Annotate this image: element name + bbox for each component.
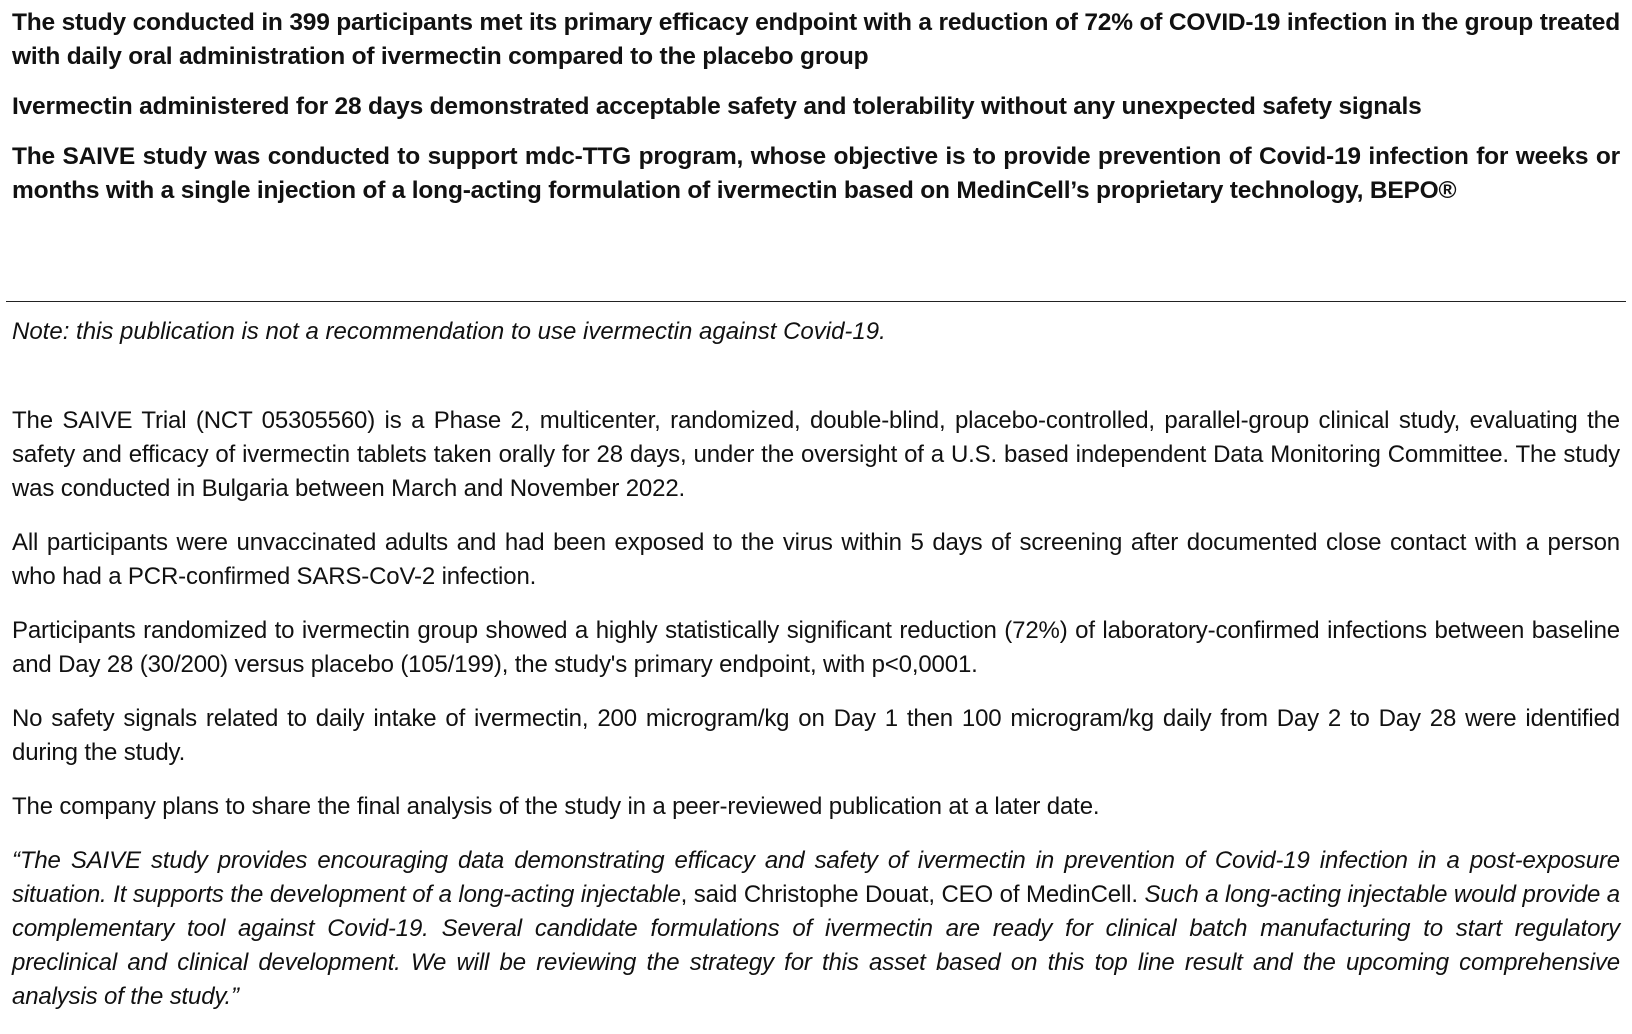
- disclaimer-note: Note: this publication is not a recommendation to use ivermectin against Covid-19.: [12, 318, 886, 345]
- paragraph-safety: No safety signals related to daily intake of ivermectin, 200 microgram/kg on Day 1 then 100 microgram/kg daily from Day 2 to Day 28 were identified during the study.: [12, 705, 1620, 766]
- key-highlights: [12, 6, 1620, 208]
- highlight-safety: Ivermectin administered for 28 days demonstrated acceptable safety and tolerability without any unexpected safety signals: [12, 93, 1422, 120]
- paragraph-results: Participants randomized to ivermectin group showed a highly statistically significant reduction (72%) of laboratory-confirmed infections between baseline and Day 28 (30/200) versus placebo (105/199), the study's primary endpoint, with p<0,0001.: [12, 617, 1620, 678]
- quote-part-2: Such a long-acting injectable would provide a complementary tool against Covid-19. Several candidate formulations of ivermectin are ready for clinical batch manufacturing to start regulatory preclinical and clinical development. We will be reviewing the strategy for this asset based on this top line result and the upcoming comprehensive analysis of the study.”: [12, 881, 1620, 1010]
- paragraph-participants: All participants were unvaccinated adults and had been exposed to the virus within 5 days of screening after documented close contact with a person who had a PCR-confirmed SARS-CoV-2 infection.: [12, 529, 1620, 590]
- paragraph-trial-description: The SAIVE Trial (NCT 05305560) is a Phase 2, multicenter, randomized, double-blind, placebo-controlled, parallel-group clinical study, evaluating the safety and efficacy of ivermectin tablets taken orally for 28 days, under the oversight of a U.S. based independent Data Monitoring Committee. The study was conducted in Bulgaria between March and November 2022.: [12, 407, 1620, 502]
- quote-part-1: “The SAIVE study provides encouraging data demonstrating efficacy and safety of ivermectin in prevention of Covid-19 infection in a post-exposure situation. It supports the development of a long-acting injectable: [12, 847, 1620, 908]
- section-divider: [6, 301, 1626, 302]
- quote-attribution: , said Christophe Douat, CEO of MedinCell.: [680, 881, 1138, 908]
- press-release-body: [12, 404, 1620, 1034]
- ceo-quote: [12, 844, 1620, 1014]
- highlight-program: The SAIVE study was conducted to support mdc-TTG program, whose objective is to provide prevention of Covid-19 infection for weeks or months with a single injection of a long-acting formulation of ivermectin based on MedinCell’s proprietary technology, BEPO®: [12, 143, 1620, 204]
- paragraph-publication-plan: The company plans to share the final analysis of the study in a peer-reviewed publication at a later date.: [12, 793, 1100, 820]
- highlight-efficacy: The study conducted in 399 participants met its primary efficacy endpoint with a reduction of 72% of COVID-19 infection in the group treated with daily oral administration of ivermectin compared to the placebo group: [12, 9, 1620, 70]
